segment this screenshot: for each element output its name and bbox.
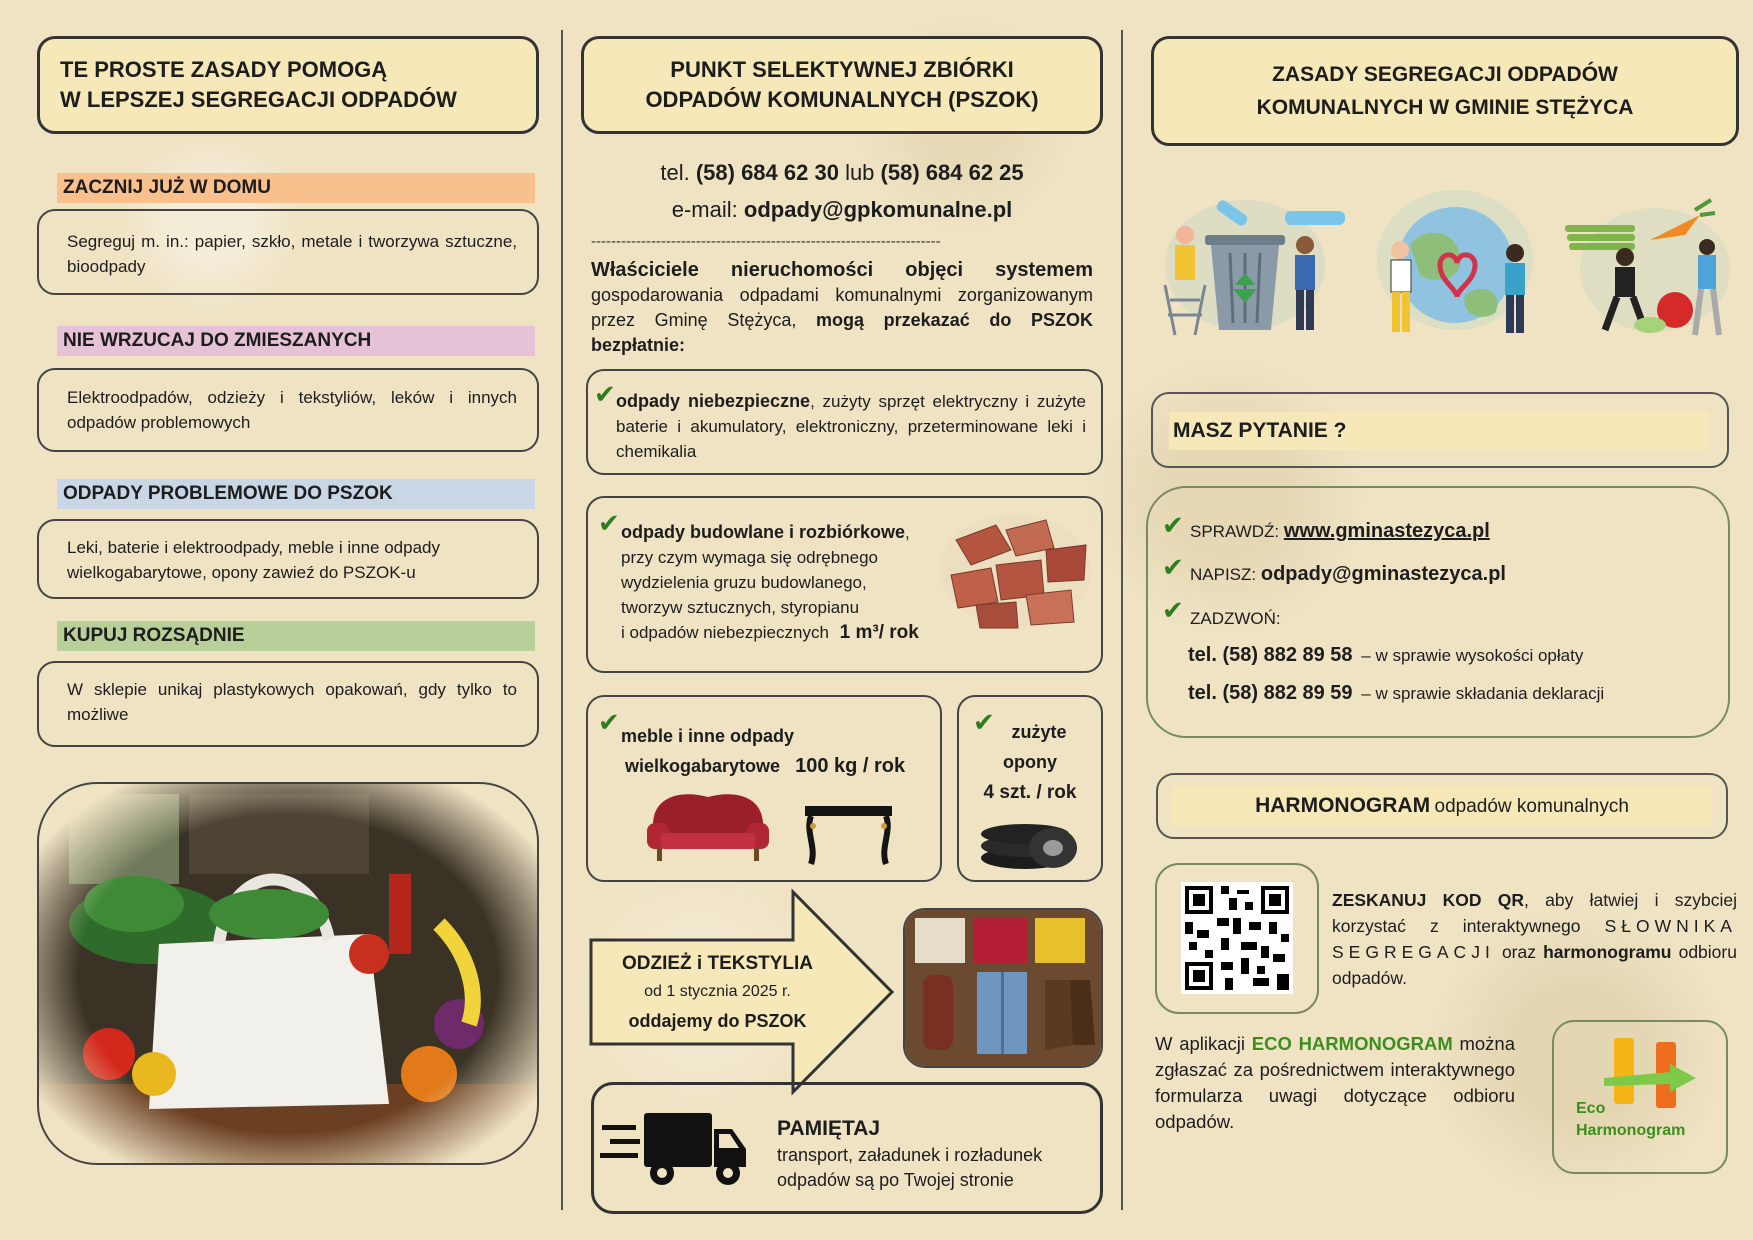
- section-box-home: [37, 209, 539, 295]
- clothes-photo-frame: [903, 908, 1103, 1068]
- check-icon: ✔: [598, 508, 620, 538]
- column-divider-right: [1121, 30, 1123, 1210]
- construction-waste-box: ✔ odpady budowlane i rozbiórkowe, przy czym wymaga się odrębnego wydzielenia gruzu budowlanego, tworzyw sztucznych, styropianu i odpadów niebezpiecznych 1 m³/ rok: [586, 496, 1103, 673]
- remember-box: PAMIĘTAJ transport, załadunek i rozładunek odpadów są po Twojej stronie: [591, 1082, 1103, 1214]
- pszok-phone-2[interactable]: (58) 684 62 25: [880, 160, 1024, 185]
- schedule-heading: HARMONOGRAM: [1255, 794, 1431, 817]
- section-heading-home: ZACZNIJ JUŻ W DOMU: [57, 173, 535, 203]
- right-title-box: [1151, 36, 1739, 146]
- pszok-email[interactable]: odpady@gpkomunalne.pl: [743, 197, 1013, 222]
- qr-description: ZESKANUJ KOD QR, aby łatwiej i szybciej korzystać z interaktywnego SŁOWNIKA SEGREGACJI oraz harmonogramu odbioru odpadów.: [1332, 890, 1737, 988]
- logo-text-harmonogram: Harmonogram: [1576, 1122, 1686, 1139]
- schedule-box: HARMONOGRAM odpadów komunalnych: [1156, 773, 1728, 839]
- check-icon: ✔: [1162, 552, 1184, 582]
- middle-title-line2: ODPADÓW KOMUNALNYCH (PSZOK): [645, 87, 1039, 112]
- middle-title-line1: PUNKT SELEKTYWNEJ ZBIÓRKI: [670, 57, 1014, 82]
- section-heading-pszok: ODPADY PROBLEMOWE DO PSZOK: [57, 479, 535, 509]
- check-icon: ✔: [594, 379, 616, 409]
- left-title-box: [37, 36, 539, 134]
- eco-harmonogram-logo-box[interactable]: [1552, 1020, 1728, 1174]
- section-text-mixed: Elektroodpadów, odzieży i tekstyliów, leków i innych odpadów problemowych: [67, 388, 517, 432]
- furniture-waste-box: ✔ meble i inne odpady wielkogabarytowe 100 kg / rok: [586, 695, 942, 882]
- pszok-phone-line: tel. (58) 684 62 30 lub (58) 684 62 25: [660, 160, 1024, 185]
- middle-title-box: [581, 36, 1103, 134]
- recycling-illustrations: [1155, 185, 1735, 340]
- app-description: W aplikacji ECO HARMONOGRAM można zgłaszać za pośrednictwem interaktywnego formularza uwagi dotyczące odbioru odpadów.: [1155, 1033, 1515, 1132]
- tires-image: [975, 822, 1085, 872]
- check-icon: ✔: [1162, 510, 1184, 540]
- logo-text-eco: Eco: [1576, 1100, 1606, 1117]
- contact-box: ✔ SPRAWDŹ: www.gminastezyca.pl ✔ NAPISZ: odpady@gminastezyca.pl ✔ ZADZWOŃ: tel. (58) 882 89 58 – w sprawie wysokości opłaty tel. (58) 882 89 59 – w sprawie składania deklaracji: [1146, 486, 1730, 738]
- section-box-mixed: [37, 368, 539, 452]
- bricks-image: [936, 510, 1094, 630]
- qr-frame: [1155, 863, 1319, 1014]
- section-box-shop: [37, 661, 539, 747]
- section-text-shop: W sklepie unikaj plastykowych opakowań, gdy tylko to możliwe: [67, 680, 517, 724]
- question-heading: MASZ PYTANIE ?: [1169, 412, 1709, 450]
- question-box: [1151, 392, 1729, 468]
- website-link[interactable]: www.gminastezyca.pl: [1283, 520, 1490, 542]
- section-text-pszok: Leki, baterie i elektroodpady, meble i inne odpady wielkogabarytowe, opony zawieź do PSZOK-u: [67, 538, 440, 582]
- clothes-photo: [905, 910, 1101, 1066]
- tires-waste-box: ✔ zużyte opony 4 szt. / rok: [957, 695, 1103, 882]
- right-title-line1: ZASADY SEGREGACJI ODPADÓW: [1272, 63, 1618, 86]
- remember-title: PAMIĘTAJ: [777, 1117, 881, 1140]
- dashed-divider: ----------------------------------------------------------------------: [591, 233, 941, 250]
- left-title-line1: TE PROSTE ZASADY POMOGĄ: [60, 57, 388, 82]
- section-heading-shop: KUPUJ ROZSĄDNIE: [57, 621, 535, 651]
- sofa-image: [643, 785, 773, 865]
- pszok-phone-1[interactable]: (58) 684 62 30: [695, 160, 839, 185]
- check-icon: ✔: [1162, 595, 1184, 625]
- right-title-line2: KOMUNALNYCH W GMINIE STĘŻYCA: [1256, 96, 1634, 119]
- check-icon: ✔: [973, 707, 995, 737]
- phone-fee[interactable]: tel. (58) 882 89 58: [1188, 644, 1353, 666]
- section-heading-mixed: NIE WRZUCAJ DO ZMIESZANYCH: [57, 326, 535, 356]
- table-image: [801, 802, 896, 867]
- hazardous-waste-box: ✔ odpady niebezpieczne, zużyty sprzęt elektryczny i zużyte baterie i akumulatory, elektroniczny, przeterminowane leki i chemikalia: [586, 369, 1103, 475]
- left-title-line2: W LEPSZEJ SEGREGACJI ODPADÓW: [60, 87, 457, 112]
- clothes-text: ODZIEŻ i TEKSTYLIA od 1 stycznia 2025 r. oddajemy do PSZOK: [621, 953, 814, 1031]
- qr-code[interactable]: [1181, 882, 1293, 994]
- shopping-bag-photo-frame: [37, 782, 539, 1165]
- section-box-pszok: [37, 519, 539, 599]
- app-name: ECO HARMONOGRAM: [1251, 1033, 1453, 1054]
- shopping-bag-photo: [39, 784, 537, 1163]
- phone-declaration[interactable]: tel. (58) 882 89 59: [1188, 682, 1353, 704]
- pszok-intro: Właściciele nieruchomości objęci systemem gospodarowania odpadami komunalnymi zorganizowanym przez Gminę Stężyca, mogą przekazać do PSZOK bezpłatnie:: [591, 259, 1094, 355]
- check-icon: ✔: [598, 707, 620, 737]
- pszok-email-line: e-mail: odpady@gpkomunalne.pl: [671, 197, 1013, 222]
- contact-email[interactable]: odpady@gminastezyca.pl: [1260, 563, 1506, 585]
- column-divider-left: [561, 30, 563, 1210]
- section-text-home: Segreguj m. in.: papier, szkło, metale i tworzywa sztuczne, bioodpady: [67, 232, 517, 276]
- delivery-truck-icon: [600, 1107, 750, 1189]
